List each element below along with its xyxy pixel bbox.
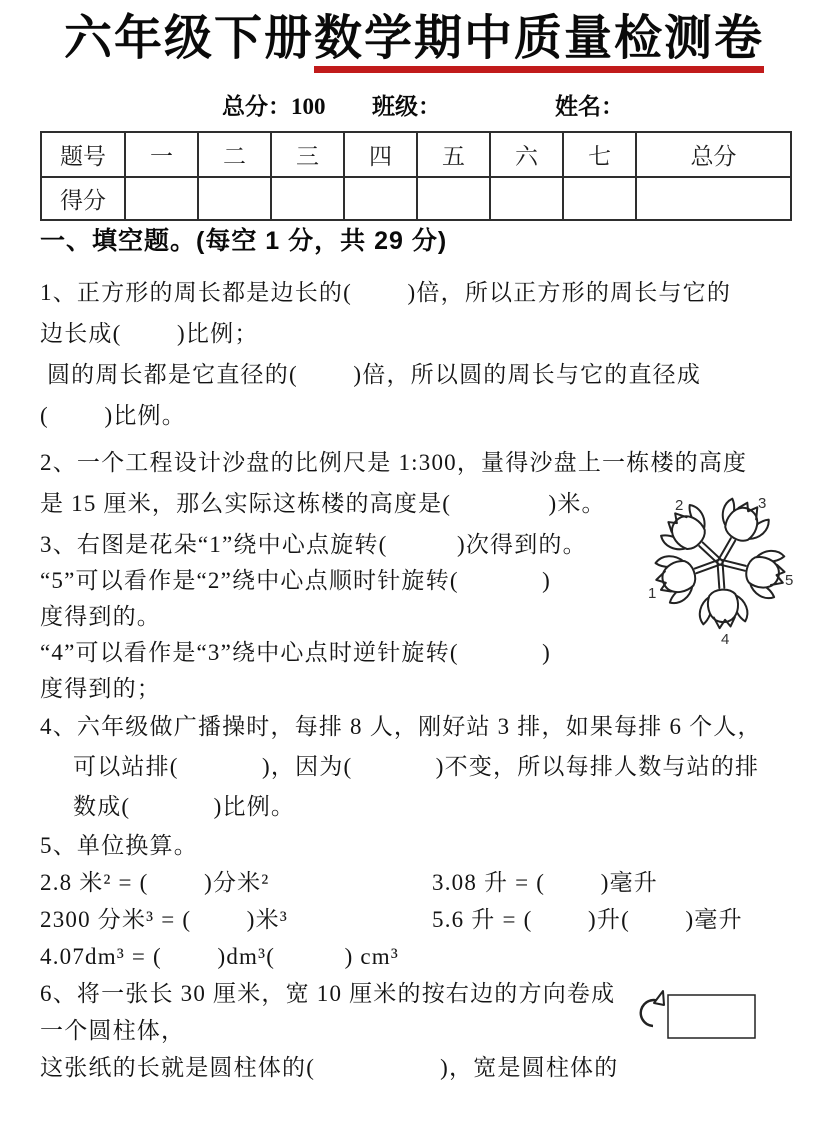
unit-conversion-row (40, 864, 802, 901)
page-title (0, 10, 828, 68)
header-cell: 一 (125, 132, 198, 177)
question-line: 1、正方形的周长都是边长的( )倍，所以正方形的周长与它的 (40, 280, 732, 305)
score-row-label: 得分 (41, 177, 125, 220)
score-cell-empty (198, 177, 271, 220)
score-table (40, 131, 792, 221)
rotate-arrow-icon (641, 991, 664, 1026)
section-heading: 一、填空题。(每空 1 分，共 29 分) (40, 227, 448, 255)
question-line: 这张纸的长就是圆柱体的( )，宽是圆柱体的 (40, 1055, 619, 1080)
questions-body (40, 224, 802, 1086)
unit-conversion-row (40, 938, 802, 975)
score-cell-empty (344, 177, 417, 220)
header-cell: 总分 (636, 132, 791, 177)
name-label: 姓名： (555, 94, 624, 119)
question-line: 2、一个工程设计沙盘的比例尺是 1:300，量得沙盘上一栋楼的高度 (40, 450, 748, 475)
question-4 (40, 707, 802, 827)
class-label: 班级： (372, 94, 441, 119)
header-cell: 五 (417, 132, 490, 177)
paper-subheader (0, 88, 828, 118)
flower-rotation-figure (628, 492, 800, 654)
header-cell: 四 (344, 132, 417, 177)
header-cell: 七 (563, 132, 636, 177)
conversion-item: 2300 分米³ = ( )米³ (40, 907, 288, 932)
title-plain-part: 六年级下册 (63, 12, 314, 65)
score-cell-empty (563, 177, 636, 220)
question-line: 度得到的； (40, 676, 161, 701)
score-cell-empty (490, 177, 563, 220)
flower-label: 5 (785, 572, 794, 589)
question-line: 数成( )比例。 (73, 794, 296, 819)
paper-rectangle (668, 995, 755, 1038)
total-score-label: 总分：100 (222, 94, 326, 119)
unit-conversion-row (40, 901, 802, 938)
header-cell: 题号 (41, 132, 125, 177)
score-cell-empty (417, 177, 490, 220)
question-line: 可以站排( )，因为( )不变，所以每排人数与站的排 (73, 754, 760, 779)
question-1 (40, 272, 802, 436)
flower-label: 3 (758, 495, 767, 512)
conversion-item: 5.6 升 = ( )升( )毫升 (432, 907, 743, 932)
score-cell-empty (636, 177, 791, 220)
question-line: ( )比例。 (40, 403, 186, 428)
question-line: “4”可以看作是“3”绕中心点时逆针旋转( ) (40, 640, 551, 665)
header-cell: 二 (198, 132, 271, 177)
flower-label: 2 (675, 497, 684, 514)
question-line: 是 15 厘米，那么实际这栋楼的高度是( )米。 (40, 491, 606, 516)
title-underlined-part: 数学期中质量检测卷 (314, 12, 764, 73)
question-line: 6、将一张长 30 厘米，宽 10 厘米的按右边的方向卷成 (40, 981, 616, 1006)
flower-label: 1 (648, 585, 657, 602)
question-line: 度得到的。 (40, 604, 161, 629)
table-row-question-numbers (41, 132, 791, 177)
question-line: 3、右图是花朵“1”绕中心点旋转( )次得到的。 (40, 532, 587, 557)
conversion-item: 2.8 米² = ( )分米² (40, 870, 270, 895)
question-line: 圆的周长都是它直径的( )倍，所以圆的周长与它的直径成 (40, 362, 702, 387)
score-cell-empty (125, 177, 198, 220)
question-line: 边长成( )比例； (40, 321, 259, 346)
question-line: “5”可以看作是“2”绕中心点顺时针旋转( ) (40, 568, 551, 593)
question-line: 5、单位换算。 (40, 833, 198, 858)
question-line: 一个圆柱体， (40, 1018, 186, 1043)
conversion-item: 3.08 升 = ( )毫升 (432, 870, 658, 895)
question-line: 4、六年级做广播操时，每排 8 人，刚好站 3 排，如果每排 6 个人， (40, 714, 762, 739)
score-cell-empty (271, 177, 344, 220)
conversion-item: 4.07dm³ = ( )dm³( ) cm³ (40, 944, 399, 969)
header-cell: 六 (490, 132, 563, 177)
paper-roll-figure (634, 980, 764, 1042)
question-5 (40, 827, 802, 975)
table-row-scores (41, 177, 791, 220)
flower-label: 4 (721, 631, 730, 648)
header-cell: 三 (271, 132, 344, 177)
